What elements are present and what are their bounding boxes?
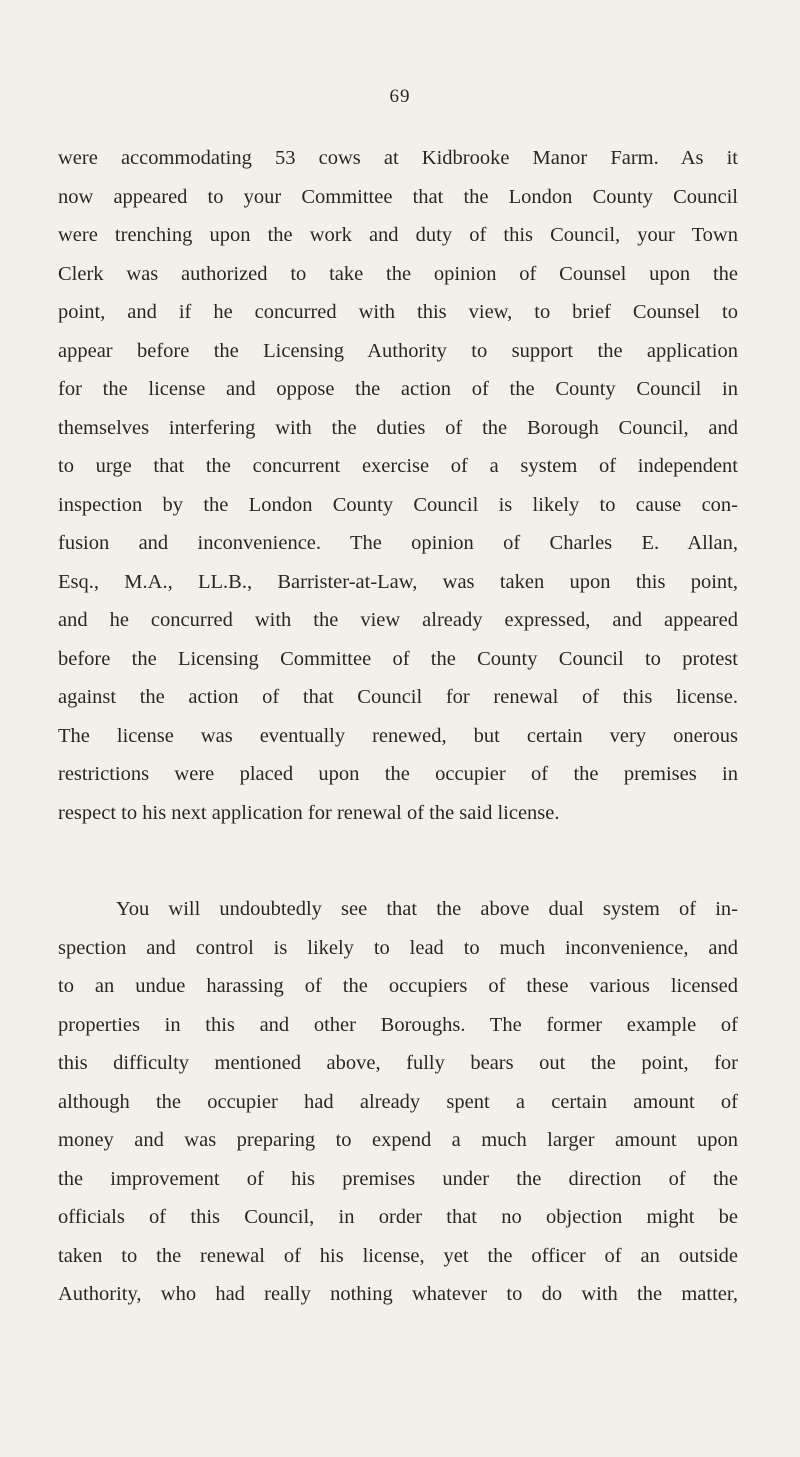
- text-line: spection and control is likely to lead to much inconvenience, and: [58, 936, 738, 959]
- text-line: to an undue harassing of the occupiers of these various licensed: [58, 975, 738, 997]
- text-line: the improvement of his premises under the direction of the: [58, 1167, 738, 1190]
- text-line: inspection by the London County Council is likely to cause con-: [58, 493, 738, 516]
- text-line: this difficulty mentioned above, fully bears out the point, for: [58, 1052, 738, 1074]
- text-line: although the occupier had already spent a certain amount of: [58, 1090, 738, 1113]
- text-line: and he concurred with the view already expressed, and appeared: [58, 609, 738, 631]
- text-line: appear before the Licensing Authority to support the application: [58, 339, 738, 362]
- text-line: for the license and oppose the action of the County Council in: [58, 378, 738, 400]
- text-line: respect to his next application for renewal of the said license.: [58, 801, 560, 824]
- text-line: money and was preparing to expend a much larger amount upon: [58, 1129, 738, 1151]
- text-line: point, and if he concurred with this view, to brief Counsel to: [58, 301, 738, 323]
- text-line: Esq., M.A., LL.B., Barrister-at-Law, was taken upon this point,: [58, 570, 738, 593]
- paragraph-1: [58, 139, 738, 832]
- text-line: You will undoubtedly see that the above dual system of in-: [116, 898, 738, 920]
- text-line: officials of this Council, in order that no objection might be: [58, 1206, 738, 1228]
- text-line: against the action of that Council for renewal of this license.: [58, 686, 738, 708]
- text-line: before the Licensing Committee of the County Council to protest: [58, 647, 738, 670]
- paragraph-2: [58, 890, 738, 1314]
- text-line: The license was eventually renewed, but certain very onerous: [58, 724, 738, 747]
- text-line: fusion and inconvenience. The opinion of Charles E. Allan,: [58, 532, 738, 554]
- text-line: restrictions were placed upon the occupier of the premises in: [58, 763, 738, 785]
- text-line: taken to the renewal of his license, yet the officer of an outside: [58, 1244, 738, 1267]
- text-line: to urge that the concurrent exercise of a system of independent: [58, 455, 738, 477]
- page-number: 69: [389, 86, 411, 107]
- text-line: now appeared to your Committee that the London County Council: [58, 185, 738, 208]
- text-line: themselves interfering with the duties of the Borough Council, and: [58, 416, 738, 439]
- text-line: properties in this and other Boroughs. The former example of: [58, 1013, 738, 1036]
- text-line: were accommodating 53 cows at Kidbrooke Manor Farm. As it: [58, 147, 738, 169]
- text-line: Authority, who had really nothing whatever to do with the matter,: [58, 1283, 738, 1305]
- text-line: Clerk was authorized to take the opinion of Counsel upon the: [58, 262, 738, 285]
- text-line: were trenching upon the work and duty of this Council, your Town: [58, 224, 738, 246]
